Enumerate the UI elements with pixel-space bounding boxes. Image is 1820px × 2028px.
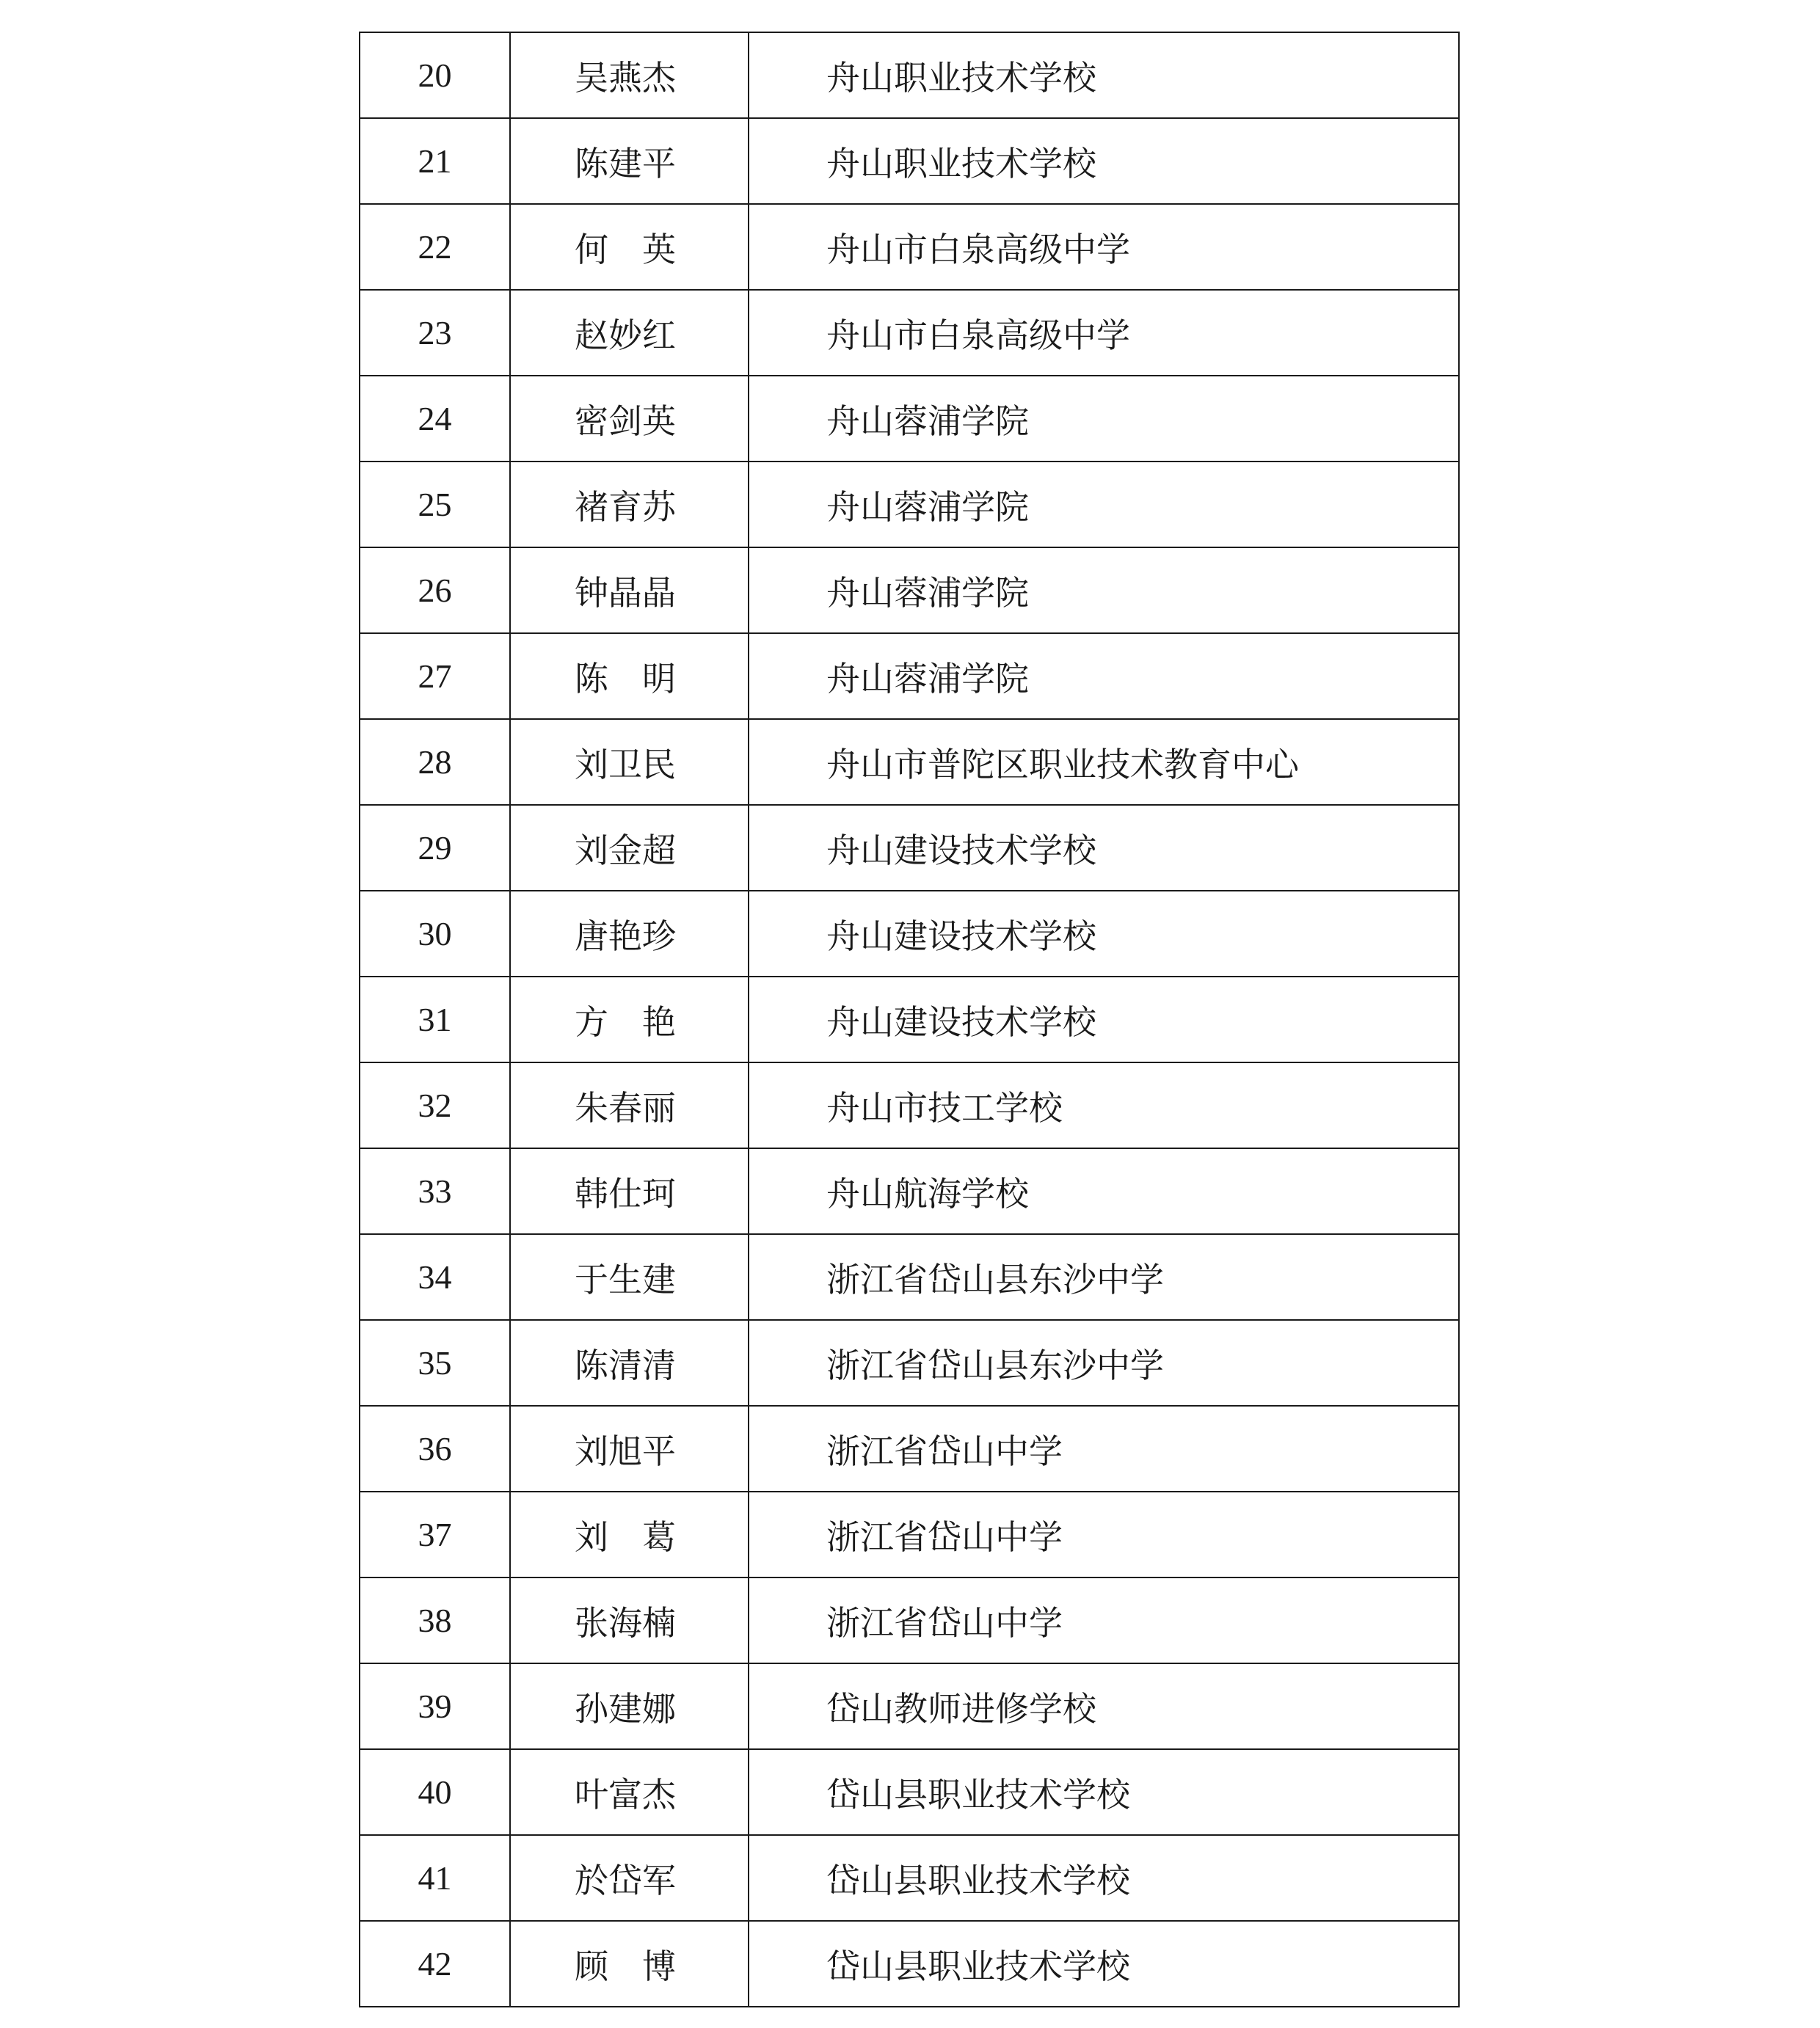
organization-name: 浙江省岱山中学	[749, 1406, 1459, 1492]
table-row	[360, 118, 1459, 204]
table-row	[360, 805, 1459, 891]
organization-name: 舟山建设技术学校	[749, 977, 1459, 1062]
row-number: 34	[360, 1234, 510, 1320]
table-row	[360, 32, 1459, 118]
row-number: 33	[360, 1148, 510, 1234]
organization-name: 舟山建设技术学校	[749, 891, 1459, 977]
organization-name: 舟山蓉浦学院	[749, 376, 1459, 462]
organization-name: 舟山蓉浦学院	[749, 633, 1459, 719]
row-number: 40	[360, 1749, 510, 1835]
row-number: 28	[360, 719, 510, 805]
person-name: 褚育苏	[510, 462, 749, 547]
person-name: 赵妙红	[510, 290, 749, 376]
table-row	[360, 1062, 1459, 1148]
row-number: 35	[360, 1320, 510, 1406]
person-name: 朱春丽	[510, 1062, 749, 1148]
table-row	[360, 1148, 1459, 1234]
organization-name: 舟山市技工学校	[749, 1062, 1459, 1148]
table-row	[360, 204, 1459, 290]
organization-name: 舟山市普陀区职业技术教育中心	[749, 719, 1459, 805]
table-row	[360, 1749, 1459, 1835]
organization-name: 岱山教师进修学校	[749, 1663, 1459, 1749]
table-row	[360, 547, 1459, 633]
row-number: 42	[360, 1921, 510, 2007]
person-name: 叶富杰	[510, 1749, 749, 1835]
table-row	[360, 1320, 1459, 1406]
table-row	[360, 891, 1459, 977]
row-number: 24	[360, 376, 510, 462]
row-number: 30	[360, 891, 510, 977]
table-row	[360, 1835, 1459, 1921]
row-number: 39	[360, 1663, 510, 1749]
organization-name: 舟山蓉浦学院	[749, 462, 1459, 547]
table-row	[360, 977, 1459, 1062]
organization-name: 岱山县职业技术学校	[749, 1921, 1459, 2007]
person-name: 孙建娜	[510, 1663, 749, 1749]
table-row	[360, 290, 1459, 376]
person-name: 钟晶晶	[510, 547, 749, 633]
person-name: 陈 明	[510, 633, 749, 719]
row-number: 20	[360, 32, 510, 118]
person-name: 刘 葛	[510, 1492, 749, 1577]
row-number: 27	[360, 633, 510, 719]
organization-name: 舟山建设技术学校	[749, 805, 1459, 891]
row-number: 37	[360, 1492, 510, 1577]
person-name: 于生建	[510, 1234, 749, 1320]
row-number: 21	[360, 118, 510, 204]
person-name: 唐艳珍	[510, 891, 749, 977]
person-name: 刘旭平	[510, 1406, 749, 1492]
person-name: 刘卫民	[510, 719, 749, 805]
organization-name: 舟山蓉浦学院	[749, 547, 1459, 633]
roster-table	[359, 32, 1460, 2007]
person-name: 吴燕杰	[510, 32, 749, 118]
person-name: 韩仕珂	[510, 1148, 749, 1234]
organization-name: 岱山县职业技术学校	[749, 1749, 1459, 1835]
row-number: 23	[360, 290, 510, 376]
organization-name: 浙江省岱山中学	[749, 1492, 1459, 1577]
person-name: 刘金超	[510, 805, 749, 891]
row-number: 26	[360, 547, 510, 633]
table-row	[360, 1577, 1459, 1663]
organization-name: 浙江省岱山县东沙中学	[749, 1234, 1459, 1320]
row-number: 38	[360, 1577, 510, 1663]
table-row	[360, 1921, 1459, 2007]
row-number: 41	[360, 1835, 510, 1921]
row-number: 32	[360, 1062, 510, 1148]
person-name: 陈清清	[510, 1320, 749, 1406]
row-number: 36	[360, 1406, 510, 1492]
person-name: 方 艳	[510, 977, 749, 1062]
organization-name: 舟山职业技术学校	[749, 32, 1459, 118]
organization-name: 舟山市白泉高级中学	[749, 290, 1459, 376]
table-row	[360, 719, 1459, 805]
table-row	[360, 1663, 1459, 1749]
table-row	[360, 1492, 1459, 1577]
table-row	[360, 462, 1459, 547]
organization-name: 舟山航海学校	[749, 1148, 1459, 1234]
organization-name: 舟山职业技术学校	[749, 118, 1459, 204]
row-number: 29	[360, 805, 510, 891]
row-number: 22	[360, 204, 510, 290]
person-name: 顾 博	[510, 1921, 749, 2007]
roster-table-body	[360, 32, 1459, 2007]
organization-name: 舟山市白泉高级中学	[749, 204, 1459, 290]
organization-name: 浙江省岱山中学	[749, 1577, 1459, 1663]
table-row	[360, 1234, 1459, 1320]
table-row	[360, 633, 1459, 719]
person-name: 张海楠	[510, 1577, 749, 1663]
person-name: 何 英	[510, 204, 749, 290]
row-number: 31	[360, 977, 510, 1062]
person-name: 陈建平	[510, 118, 749, 204]
person-name: 於岱军	[510, 1835, 749, 1921]
organization-name: 岱山县职业技术学校	[749, 1835, 1459, 1921]
organization-name: 浙江省岱山县东沙中学	[749, 1320, 1459, 1406]
person-name: 密剑英	[510, 376, 749, 462]
table-row	[360, 376, 1459, 462]
row-number: 25	[360, 462, 510, 547]
table-row	[360, 1406, 1459, 1492]
